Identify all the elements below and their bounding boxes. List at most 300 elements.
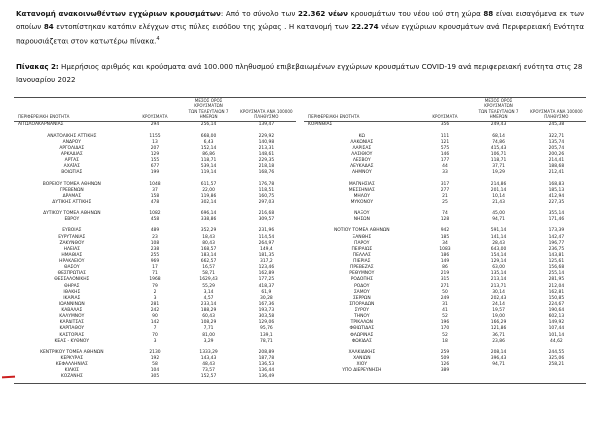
header-avg7 (470, 98, 526, 121)
cell-avg7: 183,14 (200, 252, 217, 258)
cell-regional-unit: ΑΡΚΑΔΙΑΣ (60, 151, 83, 157)
cell-avg7: 10,14 (492, 193, 505, 199)
header-cases: ΚΡΟΥΣΜΑΤΑ (420, 98, 471, 121)
cell-per100k: 602,13 (548, 314, 565, 320)
cell-avg7: 37,71 (492, 164, 505, 170)
cell-regional-unit: ΛΑΣΙΘΙΟΥ (351, 151, 373, 157)
cell-cases: 74 (442, 211, 448, 217)
cell-cases: 259 (440, 349, 450, 355)
cell-avg7: 63,00 (492, 265, 505, 271)
cell-per100k: 325,06 (548, 356, 565, 362)
cell-regional-unit: ΡΕΘΥΜΝΟΥ (349, 271, 375, 277)
cell-avg7: 129,14 (490, 259, 507, 265)
cell-cases: 37 (152, 187, 158, 193)
header-per100k (237, 98, 296, 121)
cell-per100k: 213,31 (258, 145, 275, 151)
cell-cases: 121 (440, 139, 450, 145)
cell-per100k: 193,73 (258, 308, 275, 314)
cell-per100k: 136,49 (258, 374, 275, 380)
cell-regional-unit: ΚΑΒΑΛΑΣ (61, 308, 83, 314)
cell-cases: 489 (150, 228, 160, 234)
header-cases: ΚΡΟΥΣΜΑΤΑ (130, 98, 181, 121)
table-right-half (300, 98, 586, 380)
cell-avg7: 213,71 (490, 283, 507, 289)
cell-regional-unit: ΦΛΩΡΙΝΑΣ (350, 332, 374, 338)
header-regional-unit: ΠΕΡΙΦΕΡΕΙΑΚΗ ΕΝΟΤΗΤΑ (304, 98, 420, 121)
cell-per100k: 135,74 (548, 139, 565, 145)
cell-cases: 155 (150, 158, 160, 164)
cell-avg7: 668,00 (200, 133, 217, 139)
cell-avg7: 19,29 (492, 170, 505, 176)
cell-regional-unit: ΣΥΡΟΥ (354, 308, 369, 314)
cell-avg7: 45,00 (492, 211, 505, 217)
cell-regional-unit: ΘΑΣΟΥ (64, 265, 80, 271)
cell-per100k: 139,1 (260, 332, 273, 338)
cell-cases: 2 (153, 289, 157, 295)
cell-avg7: 28,43 (492, 240, 505, 246)
cell-cases: 478 (150, 199, 160, 205)
cell-regional-unit: ΚΟΡΙΝΘΙΑΣ (308, 122, 333, 128)
cell-avg7: 168,57 (200, 246, 217, 252)
cell-per100k: 168,76 (258, 170, 275, 176)
cell-regional-unit: ΣΠΟΡΑΔΩΝ (349, 301, 375, 307)
cell-per100k: 185,13 (548, 187, 565, 193)
cell-avg7: 591,14 (490, 228, 507, 234)
cell-per100k: 125,61 (548, 259, 565, 265)
cell-per100k: 309,57 (258, 217, 275, 223)
cell-cases: 44 (442, 164, 448, 170)
cell-avg7: 48,43 (202, 362, 215, 368)
cell-avg7: 118,71 (490, 158, 507, 164)
cell-avg7: 94,71 (492, 217, 505, 223)
cell-avg7: 3,14 (203, 289, 214, 295)
cell-avg7: 154,14 (490, 252, 507, 258)
cell-regional-unit: ΚΕΡΚΥΡΑΣ (60, 356, 84, 362)
cell-regional-unit: ΙΩΑΝΝΙΝΩΝ (58, 301, 85, 307)
table-row (14, 121, 296, 128)
header-per100k-line1: ΚΡΟΥΣΜΑΤΑ ΑΝΑ 100000 (530, 108, 583, 114)
cell-cases: 186 (440, 252, 450, 258)
cell-regional-unit: ΑΡΤΑΣ (64, 158, 79, 164)
header-regional-unit: ΠΕΡΙΦΕΡΕΙΑΚΗ ΕΝΟΤΗΤΑ (14, 98, 130, 121)
header-per100k (527, 98, 586, 121)
cell-regional-unit: ΒΟΙΩΤΙΑΣ (61, 170, 83, 176)
cell-cases: 90 (152, 314, 158, 320)
cell-regional-unit: ΠΙΕΡΙΑΣ (353, 259, 371, 265)
cell-per100k: 95,76 (260, 326, 273, 332)
cell-regional-unit: ΑΡΓΟΛΙΔΑΣ (59, 145, 85, 151)
cell-avg7: 256,14 (200, 122, 217, 128)
cell-regional-unit: ΗΛΕΙΑΣ (63, 246, 80, 252)
intro-part5: νέων εγχώριων κρουσμάτων ανά Περιφερειακή Ενότητα παρουσιάζεται στον κατωτέρω πίνακα. (16, 21, 584, 46)
cell-cases: 177 (440, 158, 450, 164)
cell-cases: 158 (150, 193, 160, 199)
header-per100k-line2: ΠΛΗΘΥΣΜΟ (254, 114, 279, 120)
cell-regional-unit: ΠΕΛΛΑΣ (352, 252, 371, 258)
cell-cases: 942 (440, 228, 450, 234)
cell-avg7: 3,29 (203, 338, 214, 344)
cell-per100k: 205,74 (548, 145, 565, 151)
cell-avg7: 302,14 (200, 199, 217, 205)
intro-total-cases: 22.362 νέων (297, 9, 348, 18)
cell-per100k: 168,83 (548, 181, 565, 187)
cell-cases: 969 (150, 259, 160, 265)
cell-per100k: 148,61 (258, 151, 275, 157)
cell-per100k: 200,26 (548, 151, 565, 157)
cell-regional-unit: ΛΑΡΙΣΑΣ (352, 145, 372, 151)
cell-regional-unit: ΛΑΚΩΝΙΑΣ (350, 139, 374, 145)
header-avg7-line1: ΜΕΣΟΣ ΟΡΟΣ ΚΡΟΥΣΜΑΤΩΝ (484, 97, 513, 109)
cell-avg7: 94,71 (492, 362, 505, 368)
table-header-row (304, 98, 586, 121)
cell-avg7: 23,86 (492, 338, 505, 344)
cell-regional-unit: ΕΒΡΟΥ (64, 217, 80, 223)
cell-cases: 185 (440, 234, 450, 240)
cell-per100k: 216,68 (258, 211, 275, 217)
cell-per100k: 418,37 (258, 283, 275, 289)
cell-regional-unit: ΝΗΣΩΝ (353, 217, 370, 223)
cell-cases: 111 (440, 133, 450, 139)
intro-part3: είναι εισαγόμενα εκ των οποίων (16, 9, 585, 31)
cell-cases: 52 (442, 332, 448, 338)
cell-cases: 33 (442, 170, 448, 176)
cell-avg7 (470, 368, 526, 374)
cell-per100k: 118,51 (258, 187, 275, 193)
cell-per100k: 187,78 (258, 356, 275, 362)
intro-domestic-count: 22.274 (351, 21, 379, 31)
cell-cases: 3 (153, 338, 157, 344)
cell-per100k: 264,97 (258, 240, 275, 246)
cell-regional-unit: ΒΟΡΕΙΟΥ ΤΟΜΕΑ ΑΘΗΝΩΝ (42, 181, 101, 187)
cell-cases: 71 (152, 271, 158, 277)
cell-avg7: 141,14 (490, 234, 507, 240)
table-left-body (14, 121, 296, 380)
table-caption-text: Ημερήσιος αριθμός και κρούσματα ανά 100.000 πληθυσμού επιβεβαιωμένων εγχώριων κρουσμάτων COVID-19 ανά περιφερειακή ενότητα στις 28 Ιανουαρίου 2022 (16, 62, 583, 84)
cell-regional-unit: ΜΥΚΟΝΟΥ (350, 199, 374, 205)
intro-part1: : Από το σύνολο των (220, 9, 298, 18)
cell-regional-unit: ΛΕΣΒΟΥ (352, 158, 371, 164)
cell-regional-unit: ΤΡΙΚΑΛΩΝ (350, 320, 373, 326)
cell-cases: 219 (440, 271, 450, 277)
table-caption (16, 61, 584, 86)
cell-per100k: 224,67 (548, 301, 565, 307)
cell-avg7: 68,14 (492, 133, 505, 139)
cell-cases: 70 (152, 332, 158, 338)
cell-cases: 242 (150, 308, 160, 314)
cell-regional-unit: ΚΕΦΑΛΛΗΝΙΑΣ (55, 362, 88, 368)
cell-per100k: 136,53 (258, 362, 275, 368)
cell-cases: 281 (150, 301, 160, 307)
cell-avg7: 213,14 (490, 277, 507, 283)
cell-per100k: 114,54 (258, 234, 275, 240)
cell-cases: 23 (152, 234, 158, 240)
cell-per100k: 236,75 (548, 246, 565, 252)
cell-regional-unit: ΖΑΚΥΝΘΟΥ (59, 240, 85, 246)
cell-regional-unit: ΑΝΑΤΟΛΙΚΗΣ ΑΤΤΙΚΗΣ (47, 133, 97, 139)
cell-cases: 1155 (149, 133, 161, 139)
cell-per100k: 61,9 (261, 289, 272, 295)
cell-avg7: 74,86 (492, 139, 505, 145)
cell-per100k: 143,81 (548, 252, 565, 258)
table-left (14, 98, 296, 380)
cell-per100k: 142,47 (548, 234, 565, 240)
header-avg7-line1: ΜΕΣΟΣ ΟΡΟΣ ΚΡΟΥΣΜΑΤΩΝ (194, 97, 223, 109)
cell-cases: 128 (440, 217, 450, 223)
cell-avg7: 16,57 (202, 265, 215, 271)
cell-regional-unit: ΚΑΡΠΑΘΟΥ (59, 326, 85, 332)
cell-regional-unit: ΧΙΟΥ (356, 362, 368, 368)
intro-imported-count: 88 (483, 9, 494, 18)
cell-regional-unit: ΑΝΔΡΟΥ (62, 139, 81, 145)
cell-cases: 31 (442, 301, 448, 307)
cell-cases: 207 (150, 145, 160, 151)
cell-per100k: 140,98 (258, 139, 275, 145)
intro-paragraph (16, 8, 584, 48)
cell-cases: 146 (440, 151, 450, 157)
cell-cases: 13 (152, 139, 158, 145)
cell-avg7: 118,71 (200, 158, 217, 164)
cell-avg7: 233,14 (200, 301, 217, 307)
cell-regional-unit: ΠΕΙΡΑΙΩΣ (351, 246, 373, 252)
cell-per100k: 214,41 (548, 158, 565, 164)
cell-avg7: 22,00 (202, 187, 215, 193)
cell-cases: 277 (440, 187, 450, 193)
table-header-row (14, 98, 296, 121)
cell-avg7: 135,14 (490, 271, 507, 277)
cell-cases: 1083 (439, 246, 451, 252)
cell-per100k: 129,06 (258, 320, 275, 326)
cell-cases: 104 (150, 368, 160, 374)
cell-avg7: 249,43 (490, 122, 507, 128)
cell-avg7: 143,43 (200, 356, 217, 362)
cell-cases: 315 (440, 277, 450, 283)
cell-avg7: 80,43 (202, 240, 215, 246)
cell-avg7: 208,14 (490, 349, 507, 355)
cell-per100k: 190,64 (548, 308, 565, 314)
cell-regional-unit: ΦΩΚΙΔΑΣ (351, 338, 372, 344)
cell-avg7: 7,71 (203, 326, 214, 332)
cell-per100k: 317,2 (260, 259, 273, 265)
cell-regional-unit: ΔΡΑΜΑΣ (62, 193, 82, 199)
cell-regional-unit: ΚΩ (358, 133, 365, 139)
cell-per100k: 229,35 (258, 158, 275, 164)
cell-avg7: 21,43 (492, 199, 505, 205)
table-right (304, 98, 586, 374)
cell-cases: 108 (150, 240, 160, 246)
cell-cases: 509 (440, 356, 450, 362)
cell-avg7: 121,86 (490, 326, 507, 332)
cell-regional-unit: ΠΑΡΟΥ (354, 240, 370, 246)
cell-per100k: 188,68 (548, 164, 565, 170)
cell-cases: 129 (150, 151, 160, 157)
cell-avg7: 166,29 (490, 320, 507, 326)
cell-regional-unit: ΗΜΑΘΙΑΣ (61, 252, 83, 258)
cell-per100k: 30,28 (260, 295, 273, 301)
cell-per100k: 255,14 (548, 271, 565, 277)
cell-cases: 1082 (149, 211, 161, 217)
cell-per100k: 212,04 (548, 283, 565, 289)
cell-regional-unit: ΤΗΝΟΥ (354, 314, 370, 320)
cell-per100k: 173,39 (548, 228, 565, 234)
cell-cases: 389 (440, 368, 450, 374)
cell-regional-unit: ΑΙΤΩΛΟΑΚΑΡΝΑΝΙΑΣ (18, 122, 64, 128)
header-avg7 (180, 98, 236, 121)
cell-regional-unit: ΚΕΝΤΡΙΚΟΥ ΤΟΜΕΑ ΑΘΗΝΩΝ (40, 349, 104, 355)
cell-avg7: 1629,43 (199, 277, 218, 283)
cell-cases: 2130 (149, 349, 161, 355)
cell-regional-unit: ΚΑΛΥΜΝΟΥ (59, 314, 85, 320)
cell-cases: 199 (150, 170, 160, 176)
cell-cases: 18 (442, 338, 448, 344)
cell-cases: 238 (150, 246, 160, 252)
cell-per100k: 231,96 (258, 228, 275, 234)
cell-cases: 192 (150, 356, 160, 362)
header-avg7-line2: ΤΩΝ ΤΕΛΕΥΤΑΙΩΝ 7 ΗΜΕΡΩΝ (188, 108, 229, 120)
cell-avg7: 662,57 (200, 259, 217, 265)
table-row (14, 374, 296, 380)
cell-per100k: 208,89 (258, 349, 275, 355)
cell-cases: 1048 (149, 181, 161, 187)
cell-regional-unit: ΛΕΥΚΑΔΑΣ (350, 164, 374, 170)
cell-regional-unit: ΚΙΛΚΙΣ (64, 368, 79, 374)
cell-regional-unit: ΓΡΕΒΕΝΩΝ (59, 187, 84, 193)
cell-per100k: 177,25 (258, 277, 275, 283)
cell-avg7: 611,57 (200, 181, 217, 187)
cell-avg7: 81,00 (202, 332, 215, 338)
table-left-half (14, 98, 300, 380)
cell-cases: 21 (442, 193, 448, 199)
cell-per100k: 160,75 (258, 193, 275, 199)
cell-avg7: 4,57 (203, 295, 214, 301)
cell-cases: 356 (440, 122, 450, 128)
cell-cases: 142 (150, 320, 160, 326)
cell-per100k: 281,95 (548, 277, 565, 283)
cell-avg7: 18,43 (202, 234, 215, 240)
cell-regional-unit: ΞΑΝΘΗΣ (352, 234, 372, 240)
cell-per100k: 149,4 (260, 246, 273, 252)
cell-avg7: 6,43 (203, 139, 214, 145)
cell-cases: 255 (150, 252, 160, 258)
cell-avg7: 106,71 (490, 151, 507, 157)
footnote-marker: 4 (156, 36, 160, 43)
cell-avg7: 58,71 (202, 271, 215, 277)
cell-cases: 34 (442, 240, 448, 246)
cell-avg7: 86,86 (202, 151, 215, 157)
cell-regional-unit: ΣΑΜΟΥ (353, 289, 370, 295)
cell-cases: 126 (440, 362, 450, 368)
cell-regional-unit: ΘΕΣΠΡΩΤΙΑΣ (57, 271, 86, 277)
cell-regional-unit: ΧΑΛΚΙΔΙΚΗΣ (348, 349, 376, 355)
cell-per100k: 181,35 (258, 252, 275, 258)
cell-cases: 317 (440, 181, 450, 187)
cell-per100k: 412,94 (548, 193, 565, 199)
cell-cases: 86 (442, 265, 448, 271)
cell-cases: 3 (153, 295, 157, 301)
cell-avg7: 643,00 (490, 246, 507, 252)
cell-cases: 41 (442, 308, 448, 314)
cell-regional-unit: ΚΟΖΑΝΗΣ (14, 374, 130, 380)
cell-per100k: 156,68 (548, 265, 565, 271)
cell-per100k: 244,55 (548, 349, 565, 355)
cell-regional-unit: ΘΕΣΣΑΛΟΝΙΚΗΣ (54, 277, 90, 283)
cell-cases: 575 (440, 145, 450, 151)
cell-regional-unit: ΠΡΕΒΕΖΑΣ (350, 265, 374, 271)
intro-gates-count: 84 (43, 21, 54, 31)
cell-avg7: 338,86 (200, 217, 217, 223)
cell-per100k: 149,92 (548, 320, 565, 326)
cell-avg7: 201,14 (490, 187, 507, 193)
cell-per100k: 355,14 (548, 211, 565, 217)
cell-regional-unit: ΔΥΤΙΚΟΥ ΤΟΜΕΑ ΑΘΗΝΩΝ (43, 211, 101, 217)
cell-per100k: 171,46 (548, 217, 565, 223)
cell-avg7: 396,43 (490, 356, 507, 362)
cell-per100k: 150,85 (548, 295, 565, 301)
cell-regional-unit: ΦΘΙΩΤΙΔΑΣ (349, 326, 375, 332)
cell-cases: 149 (440, 259, 450, 265)
red-annotation-mark (2, 376, 15, 378)
cell-avg7: 108,29 (200, 320, 217, 326)
cell-regional-unit: ΝΟΤΙΟΥ ΤΟΜΕΑ ΑΘΗΝΩΝ (333, 228, 390, 234)
cell-per100k (527, 368, 586, 374)
cell-per100k: 44,62 (550, 338, 563, 344)
cell-cases: 58 (152, 362, 158, 368)
table-row (304, 121, 586, 128)
cell-regional-unit: ΚΑΣΤΟΡΙΑΣ (59, 332, 85, 338)
cell-per100k: 139,47 (258, 122, 275, 128)
cell-regional-unit: ΝΑΞΟΥ (354, 211, 370, 217)
cell-regional-unit: ΔΥΤΙΚΗΣ ΑΤΤΙΚΗΣ (52, 199, 92, 205)
cell-per100k: 162,81 (548, 289, 565, 295)
cell-avg7: 30,14 (492, 289, 505, 295)
cell-regional-unit: ΛΗΜΝΟΥ (351, 170, 372, 176)
cell-regional-unit: ΜΕΣΣΗΝΙΑΣ (348, 187, 375, 193)
cell-cases: 52 (442, 314, 448, 320)
cell-regional-unit: ΜΑΓΝΗΣΙΑΣ (348, 181, 375, 187)
cell-avg7: 60,43 (202, 314, 215, 320)
cell-per100k: 229,92 (258, 133, 275, 139)
cell-per100k: 258,21 (548, 362, 565, 368)
cell-per100k: 212,41 (548, 170, 565, 176)
cell-cases: 7 (153, 326, 157, 332)
table-row (304, 368, 586, 374)
cell-avg7: 55,29 (202, 283, 215, 289)
cell-avg7: 1333,29 (199, 349, 218, 355)
cell-cases: 1968 (149, 277, 161, 283)
table-caption-label: Πίνακας 2: (16, 62, 59, 72)
cell-per100k: 303,58 (258, 314, 275, 320)
cell-regional-unit: ΗΡΑΚΛΕΙΟΥ (59, 259, 85, 265)
cell-cases: 25 (442, 199, 448, 205)
cell-per100k: 167,36 (258, 301, 275, 307)
cell-regional-unit: ΡΟΔΟΠΗΣ (350, 277, 373, 283)
cell-regional-unit: ΙΚΑΡΙΑΣ (63, 295, 81, 301)
cell-regional-unit: ΥΠΟ ΔΙΕΡΕΥΝΗΣΗ (342, 368, 382, 374)
header-avg7-line2: ΤΩΝ ΤΕΛΕΥΤΑΙΩΝ 7 ΗΜΕΡΩΝ (478, 108, 519, 120)
cell-avg7: 214,86 (490, 181, 507, 187)
cell-avg7: 539,14 (200, 164, 217, 170)
cell-cases: 170 (440, 326, 450, 332)
cell-regional-unit: ΚΑΡΔΙΤΣΑΣ (59, 320, 84, 326)
cell-regional-unit: ΑΧΑΪΑΣ (63, 164, 80, 170)
cell-cases: 17 (152, 265, 158, 271)
cell-per100k: 101,14 (548, 332, 565, 338)
cell-avg7: 415,43 (490, 145, 507, 151)
cell-per100k: 162,89 (258, 271, 275, 277)
cell-regional-unit: ΣΕΡΡΩΝ (352, 295, 371, 301)
header-per100k-line1: ΚΡΟΥΣΜΑΤΑ ΑΝΑ 100000 (240, 108, 293, 114)
cell-regional-unit: ΘΗΡΑΣ (64, 283, 80, 289)
intro-part2: κρουσμάτων του νέου ιού στη χώρα (347, 9, 484, 18)
